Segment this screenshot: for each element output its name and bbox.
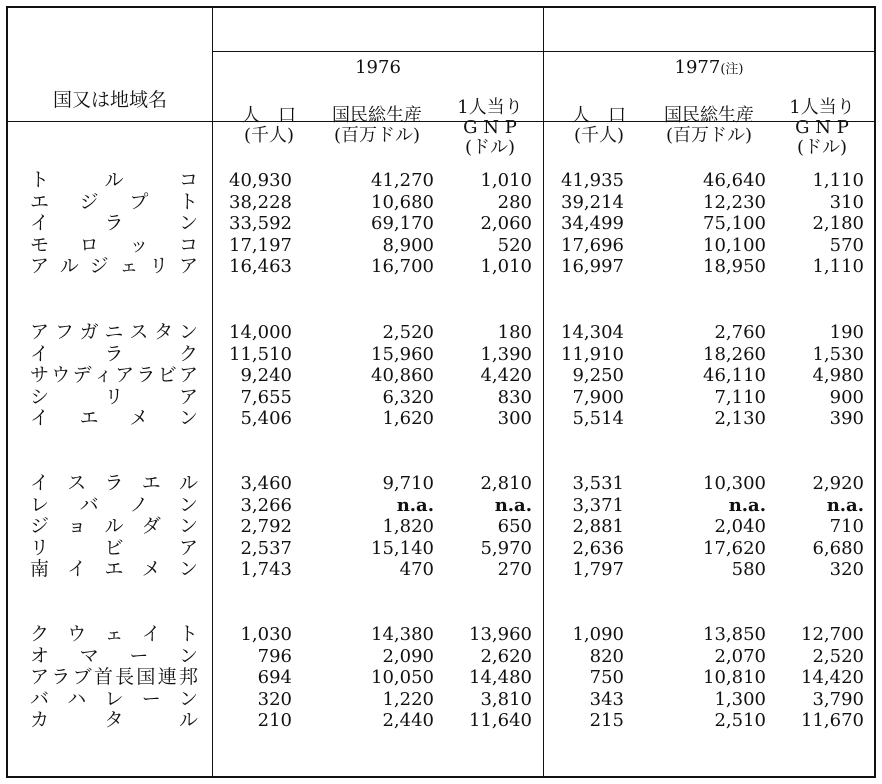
cell-per77: 570 xyxy=(829,234,864,256)
cell-per77: 1,110 xyxy=(812,170,864,191)
cell-pop76: 2,792 xyxy=(240,516,292,537)
cell-gnp76: 40,860 xyxy=(371,365,434,386)
cell-pop76: 16,463 xyxy=(229,256,292,277)
cell-pop77: 1,797 xyxy=(572,559,624,580)
cell-gnp77: 2,040 xyxy=(714,516,766,537)
cell-per77: 2,920 xyxy=(812,473,864,494)
cell-gnp76: 1,820 xyxy=(382,516,434,537)
cell-pop77: 343 xyxy=(589,688,624,710)
country-name: 南 イ エ メ ン xyxy=(30,558,198,580)
cell-per76: n.a. xyxy=(494,494,532,516)
cell-per77: 1,530 xyxy=(812,343,864,365)
cell-per76: 1,010 xyxy=(480,170,532,191)
cell-pop77: 34,499 xyxy=(561,213,624,234)
cell-pop76: 1,030 xyxy=(240,624,292,645)
cell-gnp76: 10,050 xyxy=(371,667,434,688)
cell-per76: 3,810 xyxy=(480,688,532,710)
cell-per77: 710 xyxy=(829,516,864,537)
cell-gnp76: 69,170 xyxy=(371,213,434,234)
cell-pop77: 1,090 xyxy=(572,624,624,645)
cell-gnp77: n.a. xyxy=(728,494,766,516)
cell-per76: 2,060 xyxy=(480,213,532,234)
cell-gnp77: 10,810 xyxy=(703,667,766,688)
cell-pop77: 215 xyxy=(589,710,624,731)
cell-pop76: 2,537 xyxy=(240,537,292,559)
cell-pop77: 7,900 xyxy=(572,386,624,408)
cell-pop76: 5,406 xyxy=(240,408,292,429)
cell-per77: 6,680 xyxy=(812,537,864,559)
cell-per76: 14,480 xyxy=(469,667,532,688)
cell-gnp77: 12,230 xyxy=(703,191,766,213)
country-name: エ ジ プ ト xyxy=(30,190,198,213)
cell-per77: 2,180 xyxy=(812,213,864,234)
cell-pop76: 14,000 xyxy=(229,322,292,343)
cell-pop77: 2,636 xyxy=(572,537,624,559)
cell-per76: 280 xyxy=(497,191,532,213)
cell-per77: 190 xyxy=(829,322,864,343)
cell-pop76: 17,197 xyxy=(229,234,292,256)
gnp-1977-header: 国民総生産 (百万ドル) xyxy=(664,105,754,146)
pop-1977-header: 人 口 (千人) xyxy=(572,105,626,146)
cell-pop77: 16,997 xyxy=(561,256,624,277)
table-border-top xyxy=(6,6,876,8)
cell-pop77: 14,304 xyxy=(561,322,624,343)
country-name: レ バ ノ ン xyxy=(30,493,198,516)
per-capita-1977-header: 1人当り G N P (ドル) xyxy=(789,97,855,158)
cell-per76: 520 xyxy=(497,234,532,256)
cell-pop77: 3,371 xyxy=(572,494,624,516)
country-name: ジ ョ ル ダ ン xyxy=(30,515,198,537)
country-name: ア フ ガ ニ ス タ ン xyxy=(30,321,198,343)
cell-gnp77: 75,100 xyxy=(703,213,766,234)
cell-per76: 270 xyxy=(497,559,532,580)
pop-1976-header: 人 口 (千人) xyxy=(242,105,296,146)
cell-per77: 390 xyxy=(829,408,864,429)
cell-gnp77: 18,950 xyxy=(703,256,766,277)
cell-gnp77: 46,110 xyxy=(703,365,766,386)
country-name: イ ス ラ エ ル xyxy=(30,472,198,494)
country-column-header: 国又は地域名 xyxy=(52,89,167,111)
cell-gnp76: 16,700 xyxy=(371,256,434,277)
cell-gnp77: 2,070 xyxy=(714,645,766,667)
country-name: オ マ ー ン xyxy=(30,644,198,667)
cell-pop77: 3,531 xyxy=(572,473,624,494)
cell-pop77: 17,696 xyxy=(561,234,624,256)
country-name: モ ロ ッ コ xyxy=(30,233,198,256)
cell-gnp76: 1,620 xyxy=(382,408,434,429)
country-name: ア ル ジ ェ リ ア xyxy=(30,255,198,277)
cell-per76: 1,390 xyxy=(480,343,532,365)
cell-gnp76: 41,270 xyxy=(371,170,434,191)
cell-pop77: 5,514 xyxy=(572,408,624,429)
cell-gnp76: 9,710 xyxy=(382,473,434,494)
cell-pop76: 33,592 xyxy=(229,213,292,234)
cell-gnp77: 18,260 xyxy=(703,343,766,365)
cell-per76: 300 xyxy=(497,408,532,429)
cell-per77: 2,520 xyxy=(812,645,864,667)
cell-gnp76: 2,520 xyxy=(382,322,434,343)
cell-per77: 4,980 xyxy=(812,365,864,386)
cell-pop76: 7,655 xyxy=(240,386,292,408)
cell-per77: 310 xyxy=(829,191,864,213)
cell-gnp77: 2,760 xyxy=(714,322,766,343)
cell-gnp76: 10,680 xyxy=(371,191,434,213)
cell-pop76: 11,510 xyxy=(229,343,292,365)
cell-gnp76: 15,140 xyxy=(371,537,434,559)
cell-per76: 11,640 xyxy=(469,710,532,731)
cell-pop76: 320 xyxy=(257,688,292,710)
cell-per77: 1,110 xyxy=(812,256,864,277)
cell-per77: 12,700 xyxy=(801,624,864,645)
per-capita-1976-header: 1人当り G N P (ドル) xyxy=(457,97,523,158)
country-name: ト ル コ xyxy=(30,169,198,191)
cell-pop76: 1,743 xyxy=(240,559,292,580)
country-name: サ ウ デ ィ ア ラ ビ ア xyxy=(30,364,198,386)
country-name: ク ウ ェ イ ト xyxy=(30,623,198,645)
table-border-bottom xyxy=(6,776,876,778)
country-name: イ ラ ン xyxy=(30,212,198,234)
cell-gnp77: 1,300 xyxy=(714,688,766,710)
cell-per76: 830 xyxy=(497,386,532,408)
cell-gnp76: 470 xyxy=(399,559,434,580)
cell-gnp77: 46,640 xyxy=(703,170,766,191)
cell-pop77: 750 xyxy=(589,667,624,688)
cell-per76: 5,970 xyxy=(480,537,532,559)
cell-per76: 13,960 xyxy=(469,624,532,645)
country-name: リ ビ ア xyxy=(30,536,198,559)
cell-gnp76: 15,960 xyxy=(371,343,434,365)
cell-pop76: 3,460 xyxy=(240,473,292,494)
cell-pop76: 210 xyxy=(257,710,292,731)
cell-gnp77: 10,300 xyxy=(703,473,766,494)
cell-gnp76: n.a. xyxy=(396,494,434,516)
cell-per76: 1,010 xyxy=(480,256,532,277)
cell-pop76: 796 xyxy=(257,645,292,667)
country-name: シ リ ア xyxy=(30,385,198,408)
cell-per76: 2,620 xyxy=(480,645,532,667)
country-name: カ タ ル xyxy=(30,709,198,731)
cell-pop77: 9,250 xyxy=(572,365,624,386)
year-1976-label: 1976 xyxy=(355,57,401,78)
cell-gnp77: 7,110 xyxy=(714,386,766,408)
year-1977-note: (注) xyxy=(720,62,744,77)
country-name: バ ハ レ ー ン xyxy=(30,687,198,710)
cell-gnp76: 2,440 xyxy=(382,710,434,731)
cell-per77: n.a. xyxy=(826,494,864,516)
cell-per76: 2,810 xyxy=(480,473,532,494)
country-name: イ ラ ク xyxy=(30,342,198,365)
cell-pop76: 3,266 xyxy=(240,494,292,516)
cell-gnp76: 14,380 xyxy=(371,624,434,645)
cell-pop77: 820 xyxy=(589,645,624,667)
cell-gnp77: 10,100 xyxy=(703,234,766,256)
cell-pop76: 9,240 xyxy=(240,365,292,386)
country-name: イ エ メ ン xyxy=(30,407,198,429)
cell-pop76: 40,930 xyxy=(229,170,292,191)
cell-gnp77: 17,620 xyxy=(703,537,766,559)
cell-per77: 11,670 xyxy=(801,710,864,731)
cell-pop77: 11,910 xyxy=(561,343,624,365)
cell-per77: 320 xyxy=(829,559,864,580)
country-name: ア ラ ブ 首 長 国 連 邦 xyxy=(30,666,198,688)
cell-per77: 14,420 xyxy=(801,667,864,688)
cell-per76: 650 xyxy=(497,516,532,537)
cell-gnp76: 8,900 xyxy=(382,234,434,256)
cell-gnp76: 6,320 xyxy=(382,386,434,408)
cell-per77: 900 xyxy=(829,386,864,408)
gnp-1976-header: 国民総生産 (百万ドル) xyxy=(332,105,422,146)
cell-gnp77: 2,510 xyxy=(714,710,766,731)
cell-per76: 4,420 xyxy=(480,365,532,386)
cell-gnp77: 13,850 xyxy=(703,624,766,645)
cell-gnp76: 1,220 xyxy=(382,688,434,710)
cell-gnp77: 580 xyxy=(731,559,766,580)
cell-per77: 3,790 xyxy=(812,688,864,710)
cell-pop77: 41,935 xyxy=(561,170,624,191)
cell-pop77: 39,214 xyxy=(561,191,624,213)
cell-gnp76: 2,090 xyxy=(382,645,434,667)
year-1977-label: 1977 xyxy=(674,57,721,78)
cell-pop76: 38,228 xyxy=(229,191,292,213)
cell-gnp77: 2,130 xyxy=(714,408,766,429)
cell-pop77: 2,881 xyxy=(572,516,624,537)
cell-pop76: 694 xyxy=(257,667,292,688)
cell-per76: 180 xyxy=(497,322,532,343)
